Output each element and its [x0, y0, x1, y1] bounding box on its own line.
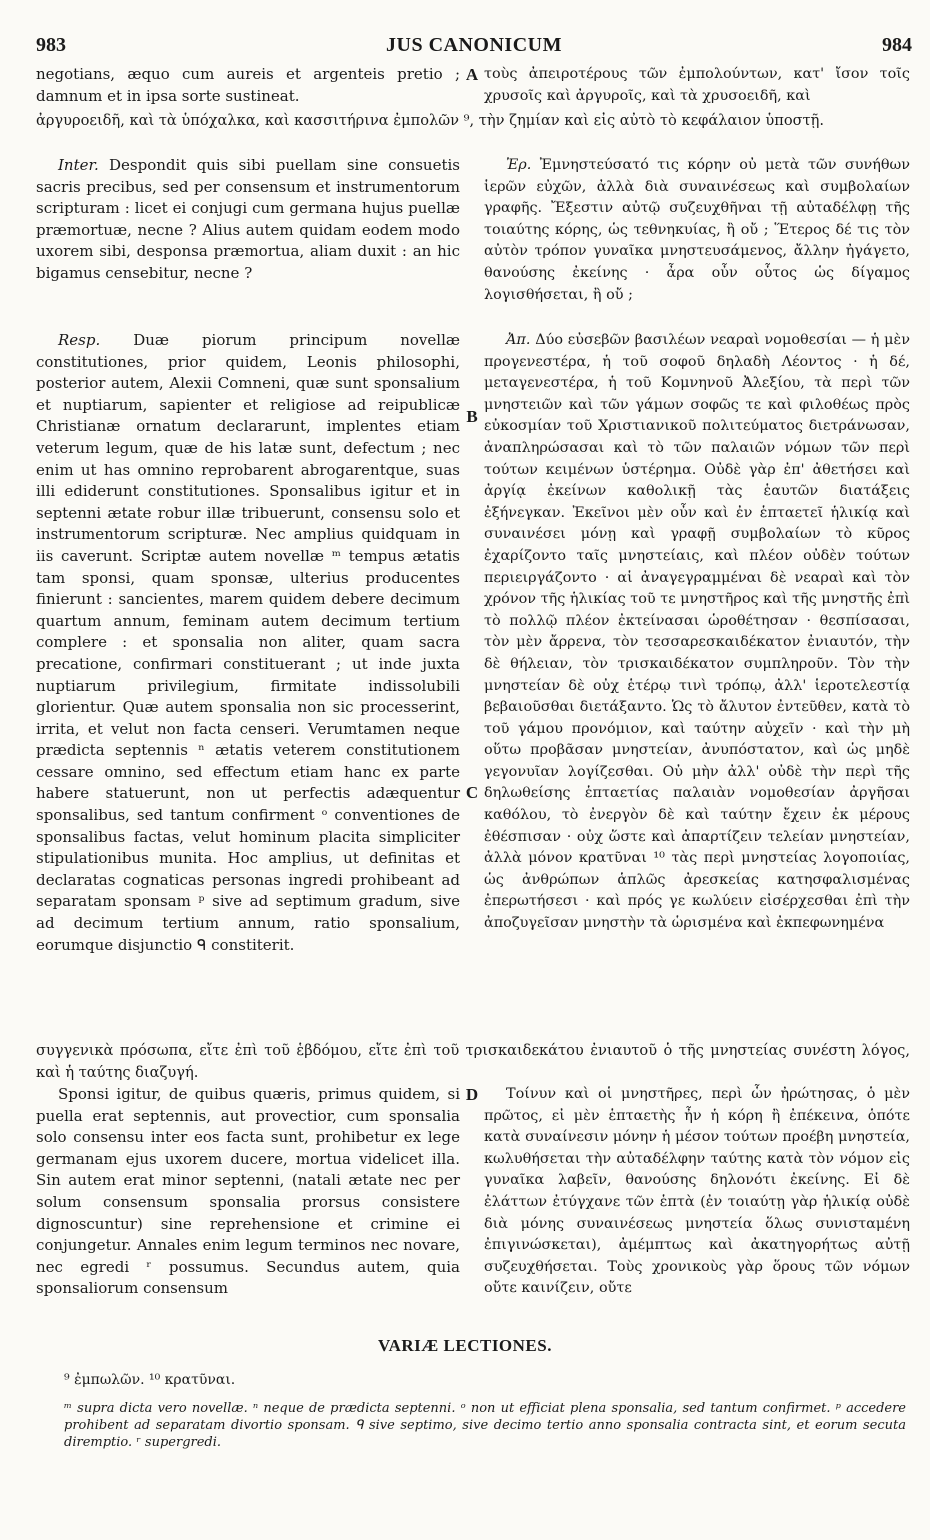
- greek-response-label: Ἀπ.: [506, 332, 531, 348]
- latin-response-text: Duæ piorum principum novellæ constitutiones, prior quidem, Leonis philosophi, posterior autem, Alexii Comneni, quæ sunt sponsalium et nuptiarum, sapienter et religiose ad reipublicæ Christianæ ornatum declararunt, implentes etiam veterum legum, quæ de his latæ sunt, defectum ; nec enim ut has omnino reprobarent abrogarentque, suas illi ediderunt constitutiones. Sponsalibus igitur et in septenni ætate robur illæ tribuerunt, consensu solo et instrumentorum scripturæ. Nec amplius quidquam in iis caverunt. Scriptæ autem novellæ ᵐ tempus ætatis tam sponsi, quam sponsæ, ulterius producentes finierunt : sancientes, marem quidem debere decimum quartum annum, feminam autem decimum tertium complere : et sponsalia non aliter, quam sacra precatione, confirmari constituerant ; ut inde juxta nuptiarum privilegium, firmitate indissolubili glorientur. Quæ autem sponsalia non sic processerint, irrita, et velut non facta censeri. Verumtamen neque prædicta septennis ⁿ ætatis veterem constitutionem cessare omnino, sed effectum etiam hanc ex parte habere statuerunt, non ut perfectis adæquentur sponsalibus, sed tantum confirment ᵒ conventiones de sponsalibus factas, velut hominum placita simpliciter stipulationibus munita. Hoc amplius, ut definitas et declaratas cognaticas personas ingredi prohibeant ad separatam sponsam ᵖ sive ad septimum gradum, sive ad decimum tertium annum, ratio sponsalium, eorumque disjunctio ᑫ constiterit.: [36, 331, 460, 954]
- marker-b: B: [466, 407, 478, 426]
- marker-a: A: [465, 65, 479, 84]
- page-number-right: 984: [882, 34, 912, 56]
- running-title: JUS CANONICUM: [386, 34, 562, 56]
- variae-notes: ᵐ supra dicta vero novellæ. ⁿ neque de prædicta septenni. ᵒ non ut efficiat plena sponsalia, sed tantum confirmet. ᵖ accedere prohibent ad separatam divortio sponsam. ᑫ sive septimo, sive decimo tertio anno sponsalia contracta sint, et eorum secuta diremptio. ʳ supergredi.: [64, 1401, 906, 1450]
- latin-question-label: Inter.: [58, 156, 99, 174]
- greek-response: [484, 330, 910, 935]
- latin-response: [36, 330, 460, 956]
- variae-readings: ⁹ ἐμπωλῶν. ¹⁰ κρατῦναι.: [64, 1372, 236, 1388]
- top-row: [36, 64, 910, 108]
- latin-answer-text: Sponsi igitur, de quibus quæris, primus quidem, si puella erat septennis, aut provectior, cum sponsalia solo consensu inter eos facta sunt, prohibetur ex lege germanam ejus uxorem ducere, mortua videlicet illa. Sin autem erat minor septenni, (natali ætate nec per solum consensum sponsalia prorsus consistere dignoscuntur) sine reprehensione et crimine ei conjungetur. Annales enim legum terminos nec novare, nec egredi ʳ possumus. Secundus autem, quia sponsaliorum consensum: [36, 1085, 460, 1298]
- greek-question-text: Ἐμνηστεύσατό τις κόρην οὐ μετὰ τῶν συνήθων ἱερῶν εὐχῶν, ἀλλὰ διὰ συναινέσεως καὶ συμβολαίων γραφῆς. Ἔξεστιν αὐτῷ συζευχθῆναι τῇ αὐταδέλφῃ τῆς τοιαύτης κόρης, ὡς τεθνηκυίας, ἢ οὔ ; Ἕτερος δέ τις τὸν αὐτὸν τρόπον γυναῖκα μνηστευσάμενος, ἄλλην ἠγάγετο, θανούσης ἐκείνης · ἆρα οὖν οὗτος ὡς δίγαμος λογισθήσεται, ἢ οὔ ;: [484, 157, 910, 303]
- greek-question-label: Ἐρ.: [506, 157, 532, 173]
- greek-answer: [484, 1084, 910, 1300]
- greek-answer-text: Τοίνυν καὶ οἱ μνηστῆρες, περὶ ὧν ἠρώτησας, ὁ μὲν πρῶτος, εἰ μὲν ἑπταετὴς ἦν ἡ κόρη ἢ ἐπέκεινα, ὁπότε κατὰ συναίνεσιν μόνην ἡ μέσον τούτων προέβη μνηστεία, κωλυθήσεται τὴν αὐταδέλφην ταύτης κατὰ τὸν νόμον εἰς γυναῖκα λαβεῖν, θανούσης δηλονότι ἐκείνης. Εἰ δὲ ἐλάττων ἐτύγχανε τῶν ἑπτὰ (ἐν τοιαύτῃ γὰρ ἡλικίᾳ οὐδὲ διὰ μόνης συναινέσεως μνηστεία ὅλως συνισταμένη ἐπιγινώσκεται), ἀμέμπτως καὶ ἀκατηγορήτως αὐτῇ συζευχθήσεται. Τοὺς χρονικοὺς γὰρ ὅρους τῶν νόμων οὔτε καινίζειν, οὔτε: [484, 1086, 910, 1297]
- response-row: [36, 330, 910, 1038]
- question-row: [36, 155, 910, 320]
- greek-top-full: ἀργυροειδῆ, καὶ τὰ ὑπόχαλκα, καὶ κασσιτήρινα ἐμπολῶν ⁹, τὴν ζημίαν καὶ εἰς αὐτὸ τὸ κεφάλαιον ὑποστῇ.: [36, 112, 825, 129]
- latin-question: [36, 155, 460, 285]
- greek-top: τοὺς ἀπειροτέρους τῶν ἐμπολούντων, κατ' ἴσον τοῖς χρυσοῖς καὶ ἀργυροῖς, καὶ τὰ χρυσοειδῆ, καὶ: [484, 66, 910, 104]
- page-number-left: 983: [36, 34, 66, 56]
- latin-question-text: Despondit quis sibi puellam sine consuetis sacris precibus, sed per consensum et instrumentorum scripturam : licet ei conjugi cum germana hujus puellæ præmortuæ, necne ? Alius autem quidam eodem modo uxorem sibi, desponsa præmortua, aliam duxit : an hic bigamus censebitur, necne ?: [36, 156, 460, 282]
- variae-lectiones-title: VARIÆ LECTIONES.: [378, 1336, 552, 1355]
- running-header: [36, 34, 912, 62]
- greek-response-full: συγγενικὰ πρόσωπα, εἴτε ἐπὶ τοῦ ἑβδόμου, εἴτε ἐπὶ τοῦ τρισκαιδεκάτου ἐνιαυτοῦ ὁ τῆς μνηστείας συνέστη λόγος, καὶ ἡ ταύτης διαζυγή.: [36, 1042, 910, 1081]
- greek-question: [484, 155, 910, 306]
- marker-c: C: [465, 783, 479, 802]
- marker-d: D: [465, 1085, 479, 1104]
- answer-row: [36, 1084, 910, 1324]
- latin-top: negotians, æquo cum aureis et argenteis pretio ; damnum et in ipsa sorte sustineat.: [36, 65, 460, 105]
- latin-response-label: Resp.: [58, 331, 101, 349]
- latin-answer: [36, 1084, 460, 1300]
- greek-response-text: Δύο εὐσεβῶν βασιλέων νεαραὶ νομοθεσίαι — ἡ μὲν προγενεστέρα, ἡ τοῦ σοφοῦ δηλαδὴ Λέοντος · ἡ δέ, μεταγενεστέρα, ἡ τοῦ Κομνηνοῦ Ἀλεξίου, τὰ περὶ τῶν μνηστειῶν καὶ τῶν γάμων σοφῶς τε καὶ φιλοθέως πρὸς εὐκοσμίαν τοῦ Χριστιανικοῦ πολιτεύματος διετράνωσαν, ἀναπληρώσασαι καὶ τὸ τῶν παλαιῶν νόμων τῶν περὶ τούτων κειμένων ὑστέρημα. Οὐδὲ γὰρ ἐπ' ἀθετήσει καὶ ἀργίᾳ ἐκείνων καθολικῇ τὰς ἑαυτῶν διατάξεις ἐξήνεγκαν. Ἐκεῖνοι μὲν οὖν καὶ ἐν ἑπταετεῖ ἡλικίᾳ καὶ συναινέσει μόνῃ καὶ γραφῇ συμβολαίων τὸ κῦρος ἐχαρίζοντο ταῖς μνηστείαις, καὶ πλέον οὐδὲν τούτων περιειργάζοντο · αἱ ἀναγεγραμμέναι δὲ νεαραὶ καὶ τὸν χρόνον τῆς ἡλικίας τοῦ τε μνηστῆρος καὶ τῆς μνηστῆς ἐπὶ τὸ πολλῷ πλέον ἐκτείνασαι ὡροθέτησαν · θεσπίσασαι, τὸν μὲν ἄρρενα, τὸν τεσσαρεσκαιδέκατον ἐνιαυτόν, τὴν δὲ θήλειαν, τὸν τρισκαιδέκατον συμπληροῦν. Τὸν τὴν μνηστείαν δὲ οὐχ ἑτέρῳ τινὶ τρόπῳ, ἀλλ' ἱεροτελεστίᾳ βεβαιοῦσθαι διετάξαντο. Ὡς τὸ ἄλυτον ἐντεῦθεν, κατὰ τὸ τοῦ γάμου προνόμιον, καὶ ταύτην αὐχεῖν · καὶ τὴν μὴ οὕτω προβᾶσαν μνηστείαν, ἀνυπόστατον, καὶ ὡς μηδὲ γεγονυῖαν λογίζεσθαι. Οὐ μὴν ἀλλ' οὐδὲ τὴν περὶ τῆς δηλωθείσης ἑπταετίας παλαιὰν νομοθεσίαν ἀργῆσαι καθόλου, τὸ ἐνεργὸν δὲ καὶ ταύτην ἔχειν ἐκ μέρους ἐθέσπισαν · οὐχ ὥστε καὶ ἀπαρτίζειν τελείαν μνηστείαν, ἀλλὰ μόνον κρατῦναι ¹⁰ τὰς περὶ μνηστείας λογοποιίας, ὡς ἀνθρώπων ἁπλῶς ἀρεσκείας κατησφαλισμένας ἐπερωτήσεσι · καὶ πρός γε κωλύειν εἰσέρχεσθαι ἐπὶ τὴν ἀποζυγεῖσαν μνηστὴν τὰ ὡρισμένα καὶ ἐκπεφωνημένα: [484, 332, 910, 932]
